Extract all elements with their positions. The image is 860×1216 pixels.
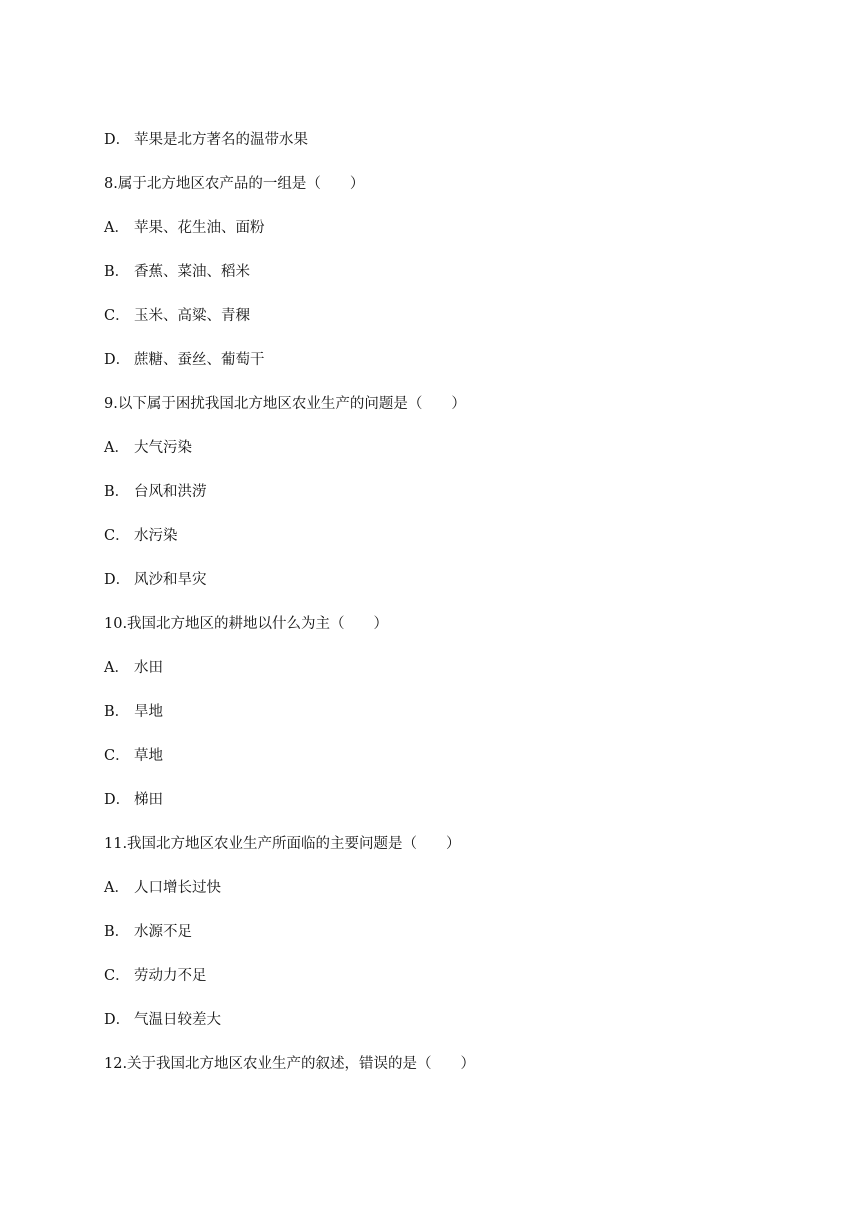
option-text: 玉米、高粱、青稞 — [134, 308, 250, 324]
option-letter: B． — [104, 264, 130, 280]
option-q10-b — [104, 702, 163, 722]
option-text: 台风和洪涝 — [134, 484, 207, 500]
option-q7-d — [104, 130, 308, 150]
option-text: 风沙和旱灾 — [134, 572, 207, 588]
option-letter: B． — [104, 924, 130, 940]
option-q10-d — [104, 790, 163, 810]
option-letter: A． — [104, 880, 129, 896]
question-10: 10.我国北方地区的耕地以什么为主（ ） — [104, 616, 389, 632]
question-9: 9.以下属于困扰我国北方地区农业生产的问题是（ ） — [104, 396, 466, 412]
question-8: 8.属于北方地区农产品的一组是（ ） — [104, 176, 365, 192]
option-letter: C． — [104, 968, 130, 984]
option-text: 香蕉、菜油、稻米 — [134, 264, 250, 280]
option-letter: C． — [104, 748, 130, 764]
option-letter: B． — [104, 704, 130, 720]
option-text: 水源不足 — [134, 924, 192, 940]
question-12: 12.关于我国北方地区农业生产的叙述，错误的是（ ） — [104, 1056, 476, 1072]
option-letter: D． — [104, 792, 131, 808]
option-text: 旱地 — [134, 704, 163, 720]
option-q11-c — [104, 966, 207, 986]
question-11: 11.我国北方地区农业生产所面临的主要问题是（ ） — [104, 836, 461, 852]
option-text: 蔗糖、蚕丝、葡萄干 — [134, 352, 265, 368]
option-q9-a — [104, 438, 192, 458]
option-letter: D． — [104, 572, 131, 588]
option-text: 气温日较差大 — [134, 1012, 221, 1028]
option-q8-b — [104, 262, 250, 282]
option-text: 水污染 — [134, 528, 178, 544]
option-text: 梯田 — [134, 792, 163, 808]
option-letter: A． — [104, 440, 129, 456]
option-q10-a — [104, 658, 163, 678]
option-q11-a — [104, 878, 221, 898]
option-q9-d — [104, 570, 207, 590]
option-letter: D． — [104, 132, 131, 148]
option-text: 苹果是北方著名的温带水果 — [134, 132, 308, 148]
option-letter: A． — [104, 660, 129, 676]
option-q9-b — [104, 482, 207, 502]
option-text: 苹果、花生油、面粉 — [134, 220, 265, 236]
option-letter: C． — [104, 308, 130, 324]
option-q11-b — [104, 922, 192, 942]
option-text: 大气污染 — [134, 440, 192, 456]
option-q8-a — [104, 218, 265, 238]
option-q9-c — [104, 526, 178, 546]
option-q8-d — [104, 350, 265, 370]
option-q10-c — [104, 746, 163, 766]
option-letter: D． — [104, 352, 131, 368]
option-text: 水田 — [134, 660, 163, 676]
option-letter: B． — [104, 484, 130, 500]
option-letter: C． — [104, 528, 130, 544]
option-text: 劳动力不足 — [134, 968, 207, 984]
option-text: 人口增长过快 — [134, 880, 221, 896]
option-q11-d — [104, 1010, 221, 1030]
option-letter: D． — [104, 1012, 131, 1028]
option-letter: A． — [104, 220, 129, 236]
option-text: 草地 — [134, 748, 163, 764]
option-q8-c — [104, 306, 250, 326]
